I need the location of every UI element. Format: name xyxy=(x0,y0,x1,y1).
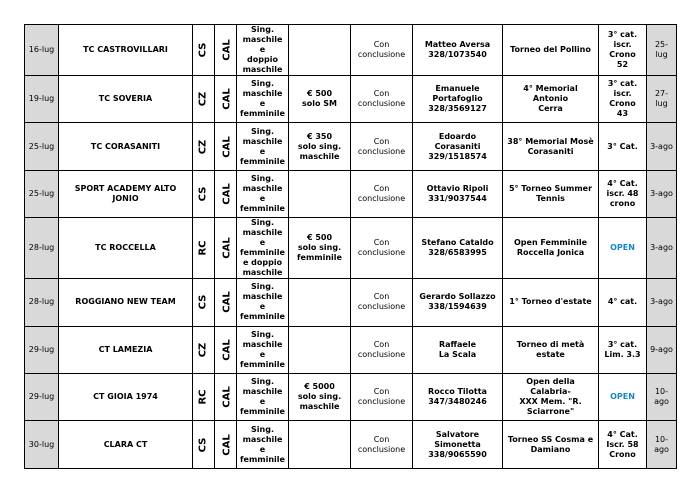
end-date: 9-ago xyxy=(647,326,677,373)
contact xyxy=(413,326,503,373)
event-type-line: maschile e xyxy=(242,89,283,109)
tournament-name xyxy=(503,421,599,468)
category xyxy=(599,421,647,468)
region-text: CAL xyxy=(221,183,233,205)
event-type xyxy=(237,123,289,170)
event-type-line: doppio xyxy=(247,55,278,64)
format xyxy=(351,170,413,217)
tournament-name-line: XXX Mem. "R. Sciarrone" xyxy=(519,397,582,417)
start-date: 19-lug xyxy=(25,76,59,123)
end-date: 3-ago xyxy=(647,170,677,217)
format-line: Con xyxy=(373,183,390,193)
event-type xyxy=(237,326,289,373)
province-text: CS xyxy=(197,186,209,202)
contact-line: 328/1073540 xyxy=(428,50,487,59)
event-type-line: femminile xyxy=(240,407,285,417)
prize-money xyxy=(289,170,351,217)
event-type-line: Sing. xyxy=(251,377,274,387)
club-name: CLARA CT xyxy=(59,421,193,468)
event-type-line: Sing. xyxy=(251,126,274,136)
event-type xyxy=(237,218,289,279)
event-type-line: Sing. xyxy=(251,173,274,183)
category-line: 3° cat. xyxy=(607,339,638,349)
tournament-name-line: Open della Calabria- xyxy=(526,377,575,397)
contact xyxy=(413,373,503,420)
event-type-line: maschile e xyxy=(242,434,283,454)
contact-line: Portafoglio xyxy=(432,94,483,104)
province xyxy=(193,123,215,170)
prize-money xyxy=(289,279,351,326)
category-line: 3° cat. xyxy=(607,79,638,89)
event-type-line: femminile xyxy=(240,156,285,166)
province-text: CZ xyxy=(197,342,209,358)
province xyxy=(193,373,215,420)
format-line: Con xyxy=(373,238,390,248)
table-row xyxy=(25,279,677,326)
prize-money xyxy=(289,218,351,279)
event-type-line: maschile e xyxy=(242,387,283,407)
contact xyxy=(413,25,503,76)
tournament-name-line: Open Femminile xyxy=(513,238,588,248)
contact-line: 338/1594639 xyxy=(428,302,487,312)
prize-money xyxy=(289,123,351,170)
event-type xyxy=(237,421,289,468)
province-text: CZ xyxy=(197,91,209,107)
event-type-line: e doppio xyxy=(242,258,283,268)
contact xyxy=(413,421,503,468)
table-row xyxy=(25,326,677,373)
tournament-name-line: Damiano xyxy=(530,444,571,454)
region xyxy=(215,123,237,170)
end-date: 3-ago xyxy=(647,279,677,326)
table-row xyxy=(25,76,677,123)
event-type-line: maschile xyxy=(242,65,283,74)
contact-line: La Scala xyxy=(438,349,477,359)
format-line: conclusione xyxy=(357,397,406,407)
format-line: conclusione xyxy=(357,99,406,109)
format-line: Con xyxy=(373,292,390,302)
club-name: TC CASTROVILLARI xyxy=(59,25,193,76)
province xyxy=(193,25,215,76)
table-row xyxy=(25,123,677,170)
category-line: iscr. 48 xyxy=(606,188,639,198)
format-line: conclusione xyxy=(357,302,406,312)
category-line: 3° cat. xyxy=(607,30,638,39)
region xyxy=(215,326,237,373)
province-text: RC xyxy=(197,389,209,405)
start-date: 29-lug xyxy=(25,326,59,373)
province-text: CS xyxy=(197,42,209,58)
prize-money xyxy=(289,76,351,123)
club-name: ROGGIANO NEW TEAM xyxy=(59,279,193,326)
prize-money-line: € 500 xyxy=(306,233,333,243)
province-text: RC xyxy=(197,240,209,256)
prize-money-line: femminile xyxy=(297,253,342,263)
contact xyxy=(413,218,503,279)
contact-line: Gerardo Sollazzo xyxy=(419,292,496,302)
category-line: 4° Cat. xyxy=(607,429,638,439)
event-type xyxy=(237,373,289,420)
province xyxy=(193,218,215,279)
format-line: Con xyxy=(373,339,390,349)
format-line: Con xyxy=(373,40,390,49)
tournament-name-line: 1° Torneo d'estate xyxy=(509,297,592,307)
prize-money-line: solo sing. xyxy=(297,243,342,253)
category xyxy=(599,170,647,217)
format xyxy=(351,421,413,468)
event-type-line: Sing. xyxy=(251,25,274,34)
contact-line: Stefano Cataldo xyxy=(421,238,494,248)
end-date: 27-lug xyxy=(647,76,677,123)
contact xyxy=(413,170,503,217)
table-row xyxy=(25,25,677,76)
tournament-name-line: 4° Memorial Antonio xyxy=(523,84,578,104)
event-type-line: Sing. xyxy=(251,424,274,434)
region-text: CAL xyxy=(221,386,233,408)
province-text: CS xyxy=(197,294,209,310)
prize-money-line: € 500 xyxy=(306,89,333,99)
format-line: Con xyxy=(373,434,390,444)
tournament-name-line: Torneo di metà estate xyxy=(516,339,585,359)
event-type-line: femminile xyxy=(240,454,285,464)
format xyxy=(351,123,413,170)
region-text: CAL xyxy=(221,339,233,361)
event-type xyxy=(237,25,289,76)
format xyxy=(351,76,413,123)
category xyxy=(599,279,647,326)
event-type-line: Sing. xyxy=(251,282,274,292)
region xyxy=(215,170,237,217)
region-text: CAL xyxy=(221,291,233,314)
category xyxy=(599,326,647,373)
tournament-name-line: 38° Memorial Mosè xyxy=(507,136,594,146)
event-type xyxy=(237,76,289,123)
contact-line: Salvatore Simonetta xyxy=(434,429,481,449)
end-date: 10-ago xyxy=(647,421,677,468)
region xyxy=(215,25,237,76)
category-line: 4° cat. xyxy=(607,297,638,307)
tournament-name xyxy=(503,218,599,279)
format-line: Con xyxy=(373,136,390,146)
province xyxy=(193,326,215,373)
event-type-line: Sing. xyxy=(251,79,274,89)
format-line: conclusione xyxy=(357,50,406,59)
contact-line: Matteo Aversa xyxy=(424,40,491,49)
tournament-name xyxy=(503,76,599,123)
contact xyxy=(413,76,503,123)
region-text: CAL xyxy=(221,237,233,259)
club-name: TC SOVERIA xyxy=(59,76,193,123)
event-type-line: femminile xyxy=(240,312,285,322)
table-body xyxy=(25,25,677,469)
category-line: 43 xyxy=(616,109,629,119)
category-line: OPEN xyxy=(610,392,635,402)
club-name: TC CORASANITI xyxy=(59,123,193,170)
region xyxy=(215,373,237,420)
tournament-name xyxy=(503,170,599,217)
region-text: CAL xyxy=(221,433,233,456)
format xyxy=(351,326,413,373)
contact-line: 329/1518574 xyxy=(428,151,487,161)
region xyxy=(215,218,237,279)
start-date: 28-lug xyxy=(25,218,59,279)
end-date: 3-ago xyxy=(647,123,677,170)
format xyxy=(351,373,413,420)
province-text: CS xyxy=(197,437,209,452)
prize-money xyxy=(289,373,351,420)
club-name: TC ROCCELLA xyxy=(59,218,193,279)
event-type-line: femminile xyxy=(240,359,285,369)
start-date: 25-lug xyxy=(25,170,59,217)
tournament-name xyxy=(503,326,599,373)
category-line: iscr. Crono xyxy=(609,89,636,109)
tournament-name xyxy=(503,123,599,170)
category xyxy=(599,76,647,123)
tournament-name xyxy=(503,373,599,420)
province xyxy=(193,76,215,123)
contact-line: Emanuele xyxy=(435,84,480,94)
format xyxy=(351,279,413,326)
tournament-name xyxy=(503,25,599,76)
category-line: iscr. Crono xyxy=(609,40,636,59)
prize-money xyxy=(289,326,351,373)
region xyxy=(215,421,237,468)
category-line: 4° Cat. xyxy=(607,178,638,188)
category-line: Iscr. 58 xyxy=(606,439,639,449)
category-line: OPEN xyxy=(610,243,635,253)
contact-line: Rocco Tilotta xyxy=(428,387,487,397)
tournament-name-line: 5° Torneo Summer Tennis xyxy=(508,183,593,203)
table-row xyxy=(25,170,677,217)
contact-line: 331/9037544 xyxy=(428,193,487,203)
tournament-name-line: Torneo del Pollino xyxy=(510,45,591,54)
format-line: conclusione xyxy=(357,193,406,203)
format-line: conclusione xyxy=(357,146,406,156)
prize-money-line: € 5000 xyxy=(304,382,335,392)
event-type-line: maschile e xyxy=(242,228,283,248)
tournament-calendar-table xyxy=(24,24,677,469)
prize-money-line: maschile xyxy=(299,151,340,161)
end-date: 10-ago xyxy=(647,373,677,420)
club-name: SPORT ACADEMY ALTO JONIO xyxy=(59,170,193,217)
event-type-line: maschile xyxy=(242,268,283,278)
start-date: 16-lug xyxy=(25,25,59,76)
start-date: 30-lug xyxy=(25,421,59,468)
end-date: 3-ago xyxy=(647,218,677,279)
event-type xyxy=(237,279,289,326)
contact-line: Raffaele xyxy=(438,339,477,349)
event-type-line: femminile xyxy=(240,203,285,213)
event-type-line: femminile xyxy=(240,109,285,119)
format-line: Con xyxy=(373,387,390,397)
region xyxy=(215,76,237,123)
region-text: CAL xyxy=(221,39,233,61)
tournament-name-line: Roccella Jonica xyxy=(516,248,585,258)
province xyxy=(193,170,215,217)
category-line: crono xyxy=(609,198,636,208)
category xyxy=(599,123,647,170)
format-line: conclusione xyxy=(357,444,406,454)
contact xyxy=(413,123,503,170)
province-text: CZ xyxy=(197,139,209,154)
tournament-name-line: Cerra xyxy=(538,104,563,114)
event-type-line: femminile xyxy=(240,248,285,258)
contact xyxy=(413,279,503,326)
region-text: CAL xyxy=(221,135,233,158)
province xyxy=(193,279,215,326)
contact-line: 338/9065590 xyxy=(428,449,487,459)
event-type xyxy=(237,170,289,217)
prize-money-line: solo sing. xyxy=(297,392,342,402)
event-type-line: maschile e xyxy=(242,136,283,156)
prize-money-line: solo SM xyxy=(301,99,337,109)
event-type-line: maschile e xyxy=(242,35,283,54)
table-row xyxy=(25,218,677,279)
table-row xyxy=(25,373,677,420)
start-date: 28-lug xyxy=(25,279,59,326)
event-type-line: maschile e xyxy=(242,339,283,359)
category-line: 52 xyxy=(616,60,629,69)
prize-money-line: maschile xyxy=(299,402,340,412)
prize-money xyxy=(289,421,351,468)
contact-line: 328/3569127 xyxy=(428,104,487,114)
format xyxy=(351,25,413,76)
event-type-line: Sing. xyxy=(251,218,274,228)
table-row xyxy=(25,421,677,468)
format xyxy=(351,218,413,279)
category-line: Crono xyxy=(609,449,636,459)
format-line: Con xyxy=(373,89,390,99)
category xyxy=(599,25,647,76)
event-type-line: maschile e xyxy=(242,292,283,312)
contact-line: Edoardo Corasaniti xyxy=(434,131,481,151)
tournament-name-line: Torneo SS Cosma e xyxy=(507,434,594,444)
prize-money xyxy=(289,25,351,76)
category xyxy=(599,373,647,420)
region xyxy=(215,279,237,326)
club-name: CT LAMEZIA xyxy=(59,326,193,373)
contact-line: 328/6583995 xyxy=(428,248,487,258)
start-date: 29-lug xyxy=(25,373,59,420)
event-type-line: Sing. xyxy=(251,329,274,339)
end-date: 25-lug xyxy=(647,25,677,76)
format-line: conclusione xyxy=(357,349,406,359)
tournament-name xyxy=(503,279,599,326)
region-text: CAL xyxy=(221,88,233,110)
category xyxy=(599,218,647,279)
club-name: CT GIOIA 1974 xyxy=(59,373,193,420)
category-line: 3° Cat. xyxy=(607,141,638,151)
tournament-name-line: Corasaniti xyxy=(527,146,574,156)
contact-line: Ottavio Ripoli xyxy=(426,183,489,193)
format-line: conclusione xyxy=(357,248,406,258)
province xyxy=(193,421,215,468)
contact-line: 347/3480246 xyxy=(428,397,487,407)
prize-money-line: solo sing. xyxy=(297,141,342,151)
category-line: Lim. 3.3 xyxy=(604,349,641,359)
start-date: 25-lug xyxy=(25,123,59,170)
prize-money-line: € 350 xyxy=(306,131,333,141)
event-type-line: maschile e xyxy=(242,183,283,203)
